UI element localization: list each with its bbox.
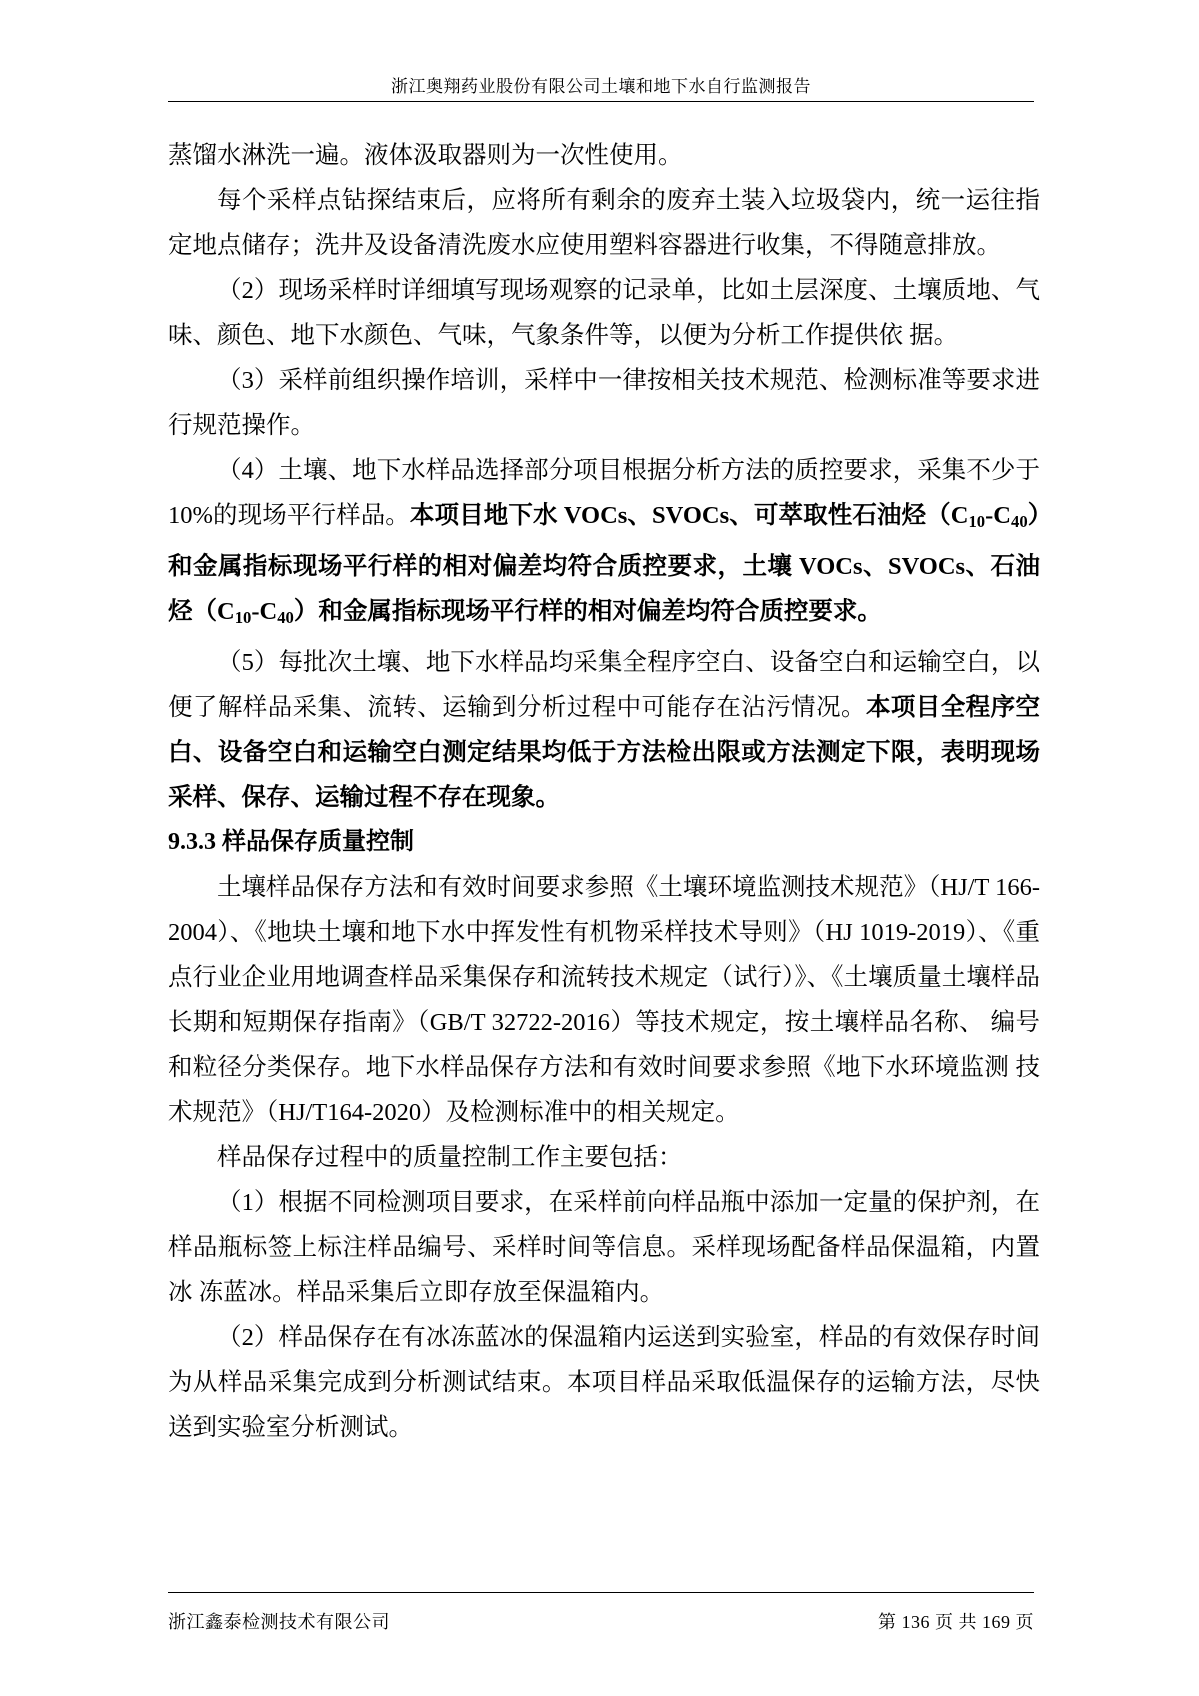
- paragraph-item-4: [168, 448, 1040, 640]
- paragraph-item-2: （2）现场采样时详细填写现场观察的记录单，比如土层深度、土壤质地、气味、颜色、地下水颜色、气味，气象条件等，以便为分析工作提供依 据。: [168, 277, 1040, 349]
- paragraph-storage-standards: 土壤样品保存方法和有效时间要求参照《土壤环境监测技术规范》（HJ/T 166-2004）、《地块土壤和地下水中挥发性有机物采样技术导则》（HJ 1019-2019）、《重点行业企业用地调查样品采集保存和流转技术规定（试行）》、《土壤质量土壤样品长期和短期保存指南》（GB/T 32722-2016）等技术规定，按土壤样品名称、 编号和粒径分类保存。地下水样品保存方法和有效时间要求参照《地下水环境监测 技术规范》（HJ/T164-2020）及检测标准中的相关规定。: [168, 874, 1040, 1127]
- bold-seg-c: ）和金属指标现场平行样的相对偏差均符合质控要求，土壤 VOCs、SVOCs、石油烃（C: [168, 502, 1041, 626]
- paragraph-continuation: 蒸馏水淋洗一遍。液体汲取器则为一次性使用。: [168, 142, 683, 169]
- footer-page-prefix: 第: [878, 1612, 897, 1632]
- item-4-plain-text: （4）土壤、地下水样品选择部分项目根据分析方法的质控要求，采集不少于 10%的现场平行样品。: [168, 457, 1040, 529]
- subscript-c10-b: 10: [234, 608, 252, 628]
- subscript-c40-b: 40: [277, 608, 294, 628]
- page-content: [168, 133, 1040, 1450]
- bold-seg-d: -C: [251, 598, 278, 626]
- paragraph-qc-intro: 样品保存过程中的质量控制工作主要包括：: [217, 1144, 683, 1172]
- footer-page-mid: 页 共: [935, 1612, 977, 1632]
- footer-page-suffix: 页: [1015, 1612, 1034, 1632]
- footer-divider: [168, 1592, 1034, 1593]
- page-footer: [168, 1608, 1034, 1634]
- paragraph-waste-disposal: 每个采样点钻探结束后，应将所有剩余的废弃土装入垃圾袋内，统一运往指定地点储存；洗井及设备清洗废水应使用塑料容器进行收集，不得随意排放。: [168, 187, 1040, 259]
- bold-seg-b: -C: [985, 502, 1011, 529]
- subscript-c40-a: 40: [1010, 512, 1028, 532]
- footer-current-page: 136: [901, 1612, 930, 1632]
- paragraph-qc-item-2: （2）样品保存在有冰冻蓝冰的保温箱内运送到实验室，样品的有效保存时间为从样品采集完成到分析测试结束。本项目样品采取低温保存的运输方法，尽快送到实验室分析测试。: [168, 1324, 1040, 1442]
- footer-company-name: 浙江鑫泰检测技术有限公司: [168, 1612, 390, 1632]
- bold-seg-e: ）和金属指标现场平行样的相对偏差均符合质控要求。: [293, 598, 882, 626]
- page-header: 浙江奥翔药业股份有限公司土壤和地下水自行监测报告: [391, 77, 811, 96]
- section-heading-9-3-3: 9.3.3 样品保存质量控制: [168, 829, 414, 856]
- footer-page-indicator: [878, 1608, 1034, 1634]
- footer-total-pages: 169: [982, 1612, 1011, 1632]
- paragraph-qc-item-1: （1）根据不同检测项目要求，在采样前向样品瓶中添加一定量的保护剂，在样品瓶标签上标注样品编号、采样时间等信息。采样现场配备样品保温箱，内置冰 冻蓝冰。样品采集后立即存放至保温箱内。: [168, 1189, 1040, 1307]
- header-divider: [168, 101, 1034, 102]
- bold-seg-a: 本项目地下水 VOCs、SVOCs、可萃取性石油烃（C: [409, 502, 969, 529]
- subscript-c10-a: 10: [968, 512, 986, 532]
- item-5-plain-text: （5）每批次土壤、地下水样品均采集全程序空白、设备空白和运输空白，以便了解样品采集、流转、运输到分析过程中可能存在沾污情况。: [168, 649, 1040, 722]
- paragraph-item-5: [168, 640, 1040, 820]
- item-5-bold-text: 本项目全程序空白、设备空白和运输空白测定结果均低于方法检出限或方法测定下限，表明现场采样、保存、运输过程不存在现象。: [168, 694, 1041, 812]
- paragraph-item-3: （3）采样前组织操作培训，采样中一律按相关技术规范、检测标准等要求进行规范操作。: [168, 367, 1040, 439]
